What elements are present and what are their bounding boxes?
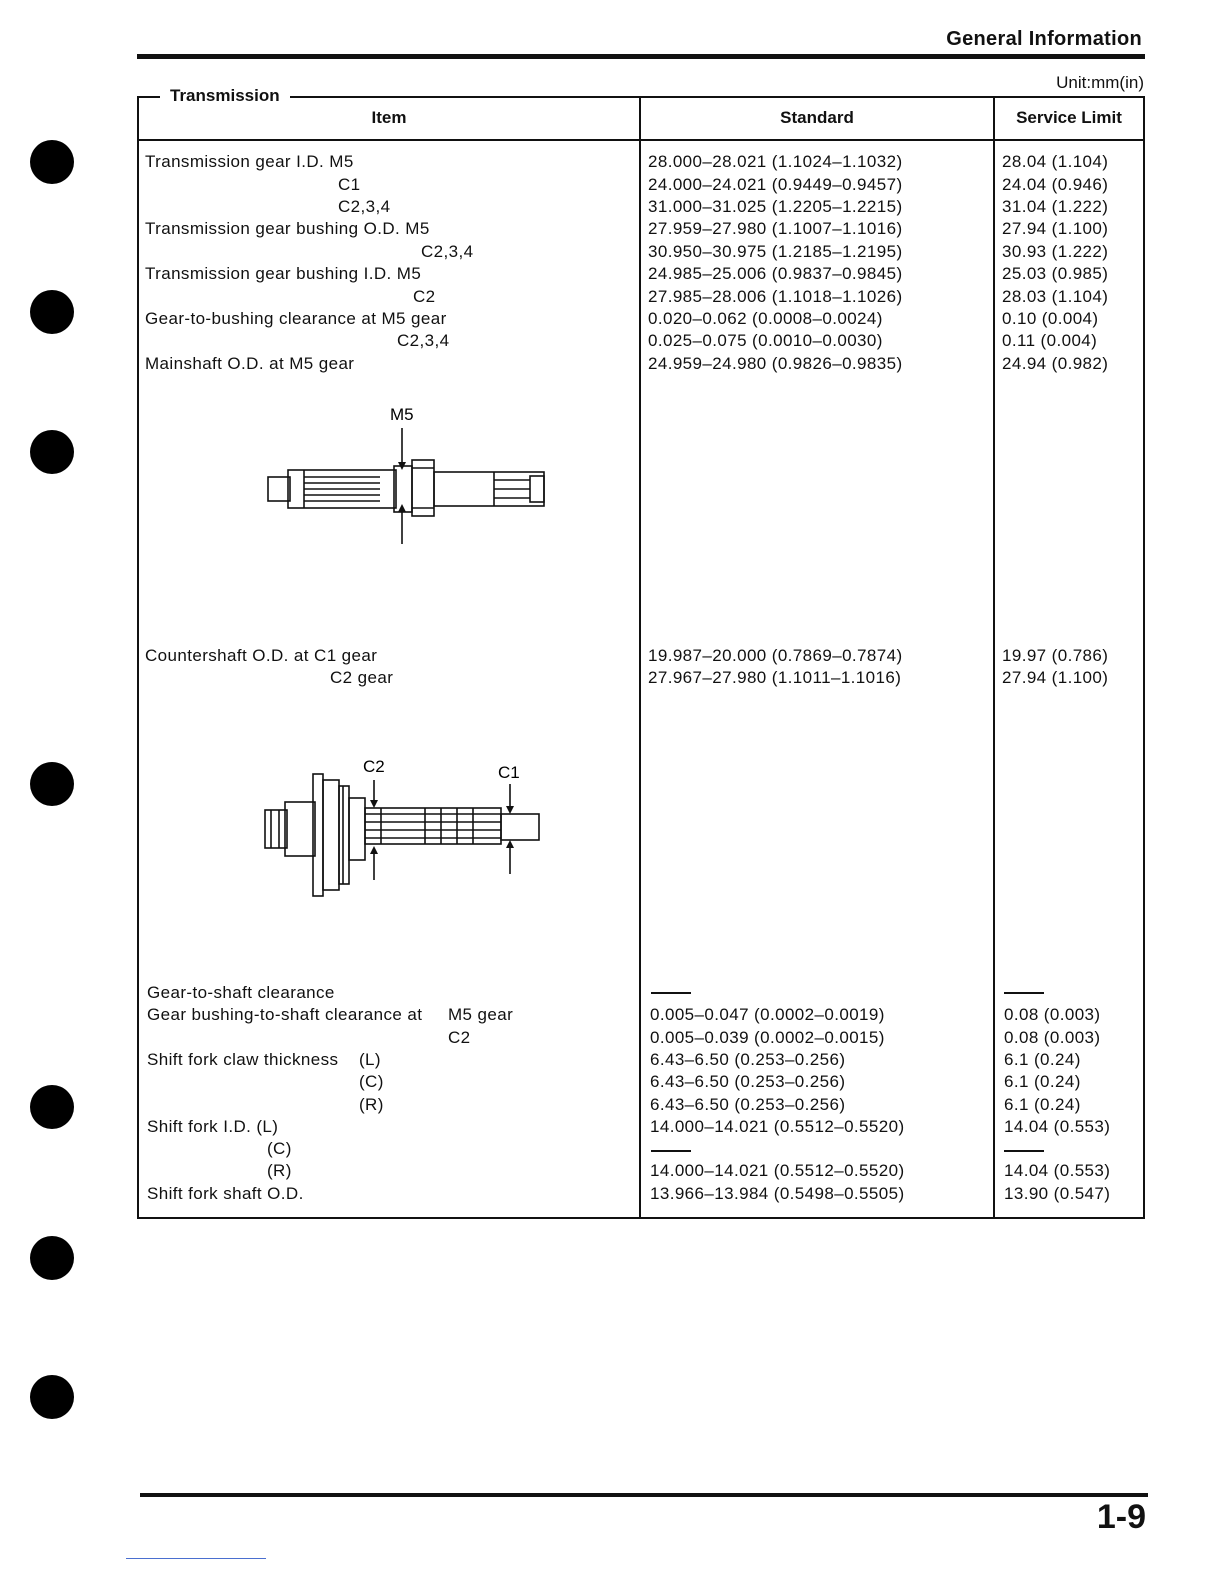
row-standard: 19.987–20.000 (0.7869–0.7874) [648, 646, 903, 665]
row-standard: 27.967–27.980 (1.1011–1.1016) [648, 668, 902, 687]
row-standard: 13.966–13.984 (0.5498–0.5505) [650, 1184, 905, 1203]
row-standard: 6.43–6.50 (0.253–0.256) [650, 1072, 846, 1091]
row-standard: 27.985–28.006 (1.1018–1.1026) [648, 287, 903, 306]
row-limit: 6.1 (0.24) [1004, 1072, 1081, 1091]
row-limit: 0.11 (0.004) [1002, 331, 1098, 350]
row-standard: 14.000–14.021 (0.5512–0.5520) [650, 1117, 905, 1136]
binder-hole-3 [30, 430, 74, 474]
countershaft-diagram [255, 750, 555, 910]
binder-hole-5 [30, 1085, 74, 1129]
row-limit: 0.08 (0.003) [1004, 1005, 1101, 1024]
row-standard: 6.43–6.50 (0.253–0.256) [650, 1050, 846, 1069]
page-header-title: General Information [946, 28, 1142, 50]
row-limit: 14.04 (0.553) [1004, 1161, 1111, 1180]
row-subitem: (C) [267, 1139, 292, 1158]
row-limit: 6.1 (0.24) [1004, 1050, 1081, 1069]
section-title: Transmission [160, 86, 290, 106]
row-item: Transmission gear bushing O.D. M5 [145, 219, 430, 238]
row-subitem: C2 [448, 1028, 471, 1047]
row-standard: 24.985–25.006 (0.9837–0.9845) [648, 264, 903, 283]
limit-not-applicable-dash [1004, 1150, 1044, 1152]
standard-not-applicable-dash [651, 1150, 691, 1152]
row-limit: 0.10 (0.004) [1002, 309, 1099, 328]
standard-not-applicable-dash [651, 992, 691, 994]
row-item: Transmission gear I.D. M5 [145, 152, 354, 171]
row-item: Gear-to-bushing clearance at M5 gear [145, 309, 447, 328]
row-item: Shift fork shaft O.D. [147, 1184, 304, 1203]
row-subitem: (L) [359, 1050, 381, 1069]
c2-label: C2 [363, 757, 385, 776]
column-header-standard: Standard [780, 108, 854, 127]
row-subitem: C1 [338, 175, 361, 194]
row-item: Transmission gear bushing I.D. M5 [145, 264, 422, 283]
binder-hole-4 [30, 762, 74, 806]
column-divider-1 [639, 97, 641, 1219]
row-subitem: C2 gear [330, 668, 394, 687]
row-limit: 31.04 (1.222) [1002, 197, 1109, 216]
binder-hole-2 [30, 290, 74, 334]
row-limit: 30.93 (1.222) [1002, 242, 1109, 261]
row-standard: 24.959–24.980 (0.9826–0.9835) [648, 354, 903, 373]
row-standard: 30.950–30.975 (1.2185–1.2195) [648, 242, 903, 261]
c1-label: C1 [498, 763, 520, 782]
column-header-service-limit: Service Limit [1016, 108, 1122, 127]
row-limit: 6.1 (0.24) [1004, 1095, 1081, 1114]
row-limit: 24.04 (0.946) [1002, 175, 1109, 194]
row-item: Gear-to-shaft clearance [147, 983, 335, 1002]
scan-artifact-line [126, 1558, 266, 1559]
row-item: Shift fork claw thickness [147, 1050, 339, 1069]
row-standard: 28.000–28.021 (1.1024–1.1032) [648, 152, 903, 171]
row-subitem: C2 [413, 287, 436, 306]
row-limit: 28.03 (1.104) [1002, 287, 1109, 306]
row-subitem: (R) [267, 1161, 292, 1180]
header-rule [137, 54, 1145, 59]
column-header-item: Item [371, 108, 407, 127]
row-standard: 0.020–0.062 (0.0008–0.0024) [648, 309, 883, 328]
row-limit: 24.94 (0.982) [1002, 354, 1109, 373]
row-standard: 24.000–24.021 (0.9449–0.9457) [648, 175, 903, 194]
row-subitem: C2,3,4 [338, 197, 391, 216]
row-subitem: (C) [359, 1072, 384, 1091]
row-limit: 19.97 (0.786) [1002, 646, 1109, 665]
binder-hole-7 [30, 1375, 74, 1419]
row-standard: 0.005–0.039 (0.0002–0.0015) [650, 1028, 885, 1047]
row-limit: 25.03 (0.985) [1002, 264, 1109, 283]
row-limit: 14.04 (0.553) [1004, 1117, 1111, 1136]
row-subitem: (R) [359, 1095, 384, 1114]
row-subitem: M5 gear [448, 1005, 514, 1024]
mainshaft-diagram [260, 400, 560, 550]
row-standard: 14.000–14.021 (0.5512–0.5520) [650, 1161, 905, 1180]
row-item: Mainshaft O.D. at M5 gear [145, 354, 355, 373]
row-subitem: C2,3,4 [421, 242, 474, 261]
limit-not-applicable-dash [1004, 992, 1044, 994]
row-standard: 27.959–27.980 (1.1007–1.1016) [648, 219, 903, 238]
page-number: 1-9 [1096, 1498, 1146, 1536]
row-limit: 27.94 (1.100) [1002, 668, 1109, 687]
binder-hole-6 [30, 1236, 74, 1280]
row-standard: 6.43–6.50 (0.253–0.256) [650, 1095, 846, 1114]
unit-label: Unit:mm(in) [1056, 73, 1144, 92]
row-limit: 13.90 (0.547) [1004, 1184, 1111, 1203]
row-standard: 0.005–0.047 (0.0002–0.0019) [650, 1005, 885, 1024]
row-standard: 0.025–0.075 (0.0010–0.0030) [648, 331, 883, 350]
footer-rule [140, 1493, 1148, 1497]
row-limit: 27.94 (1.100) [1002, 219, 1109, 238]
row-item: Shift fork I.D. (L) [147, 1117, 279, 1136]
column-divider-2 [993, 97, 995, 1219]
header-row-divider [137, 139, 1145, 141]
row-limit: 28.04 (1.104) [1002, 152, 1109, 171]
row-limit: 0.08 (0.003) [1004, 1028, 1101, 1047]
row-subitem: C2,3,4 [397, 331, 450, 350]
m5-label: M5 [390, 405, 414, 424]
row-item: Gear bushing-to-shaft clearance at [147, 1005, 423, 1024]
binder-hole-1 [30, 140, 74, 184]
row-item: Countershaft O.D. at C1 gear [145, 646, 378, 665]
row-standard: 31.000–31.025 (1.2205–1.2215) [648, 197, 903, 216]
